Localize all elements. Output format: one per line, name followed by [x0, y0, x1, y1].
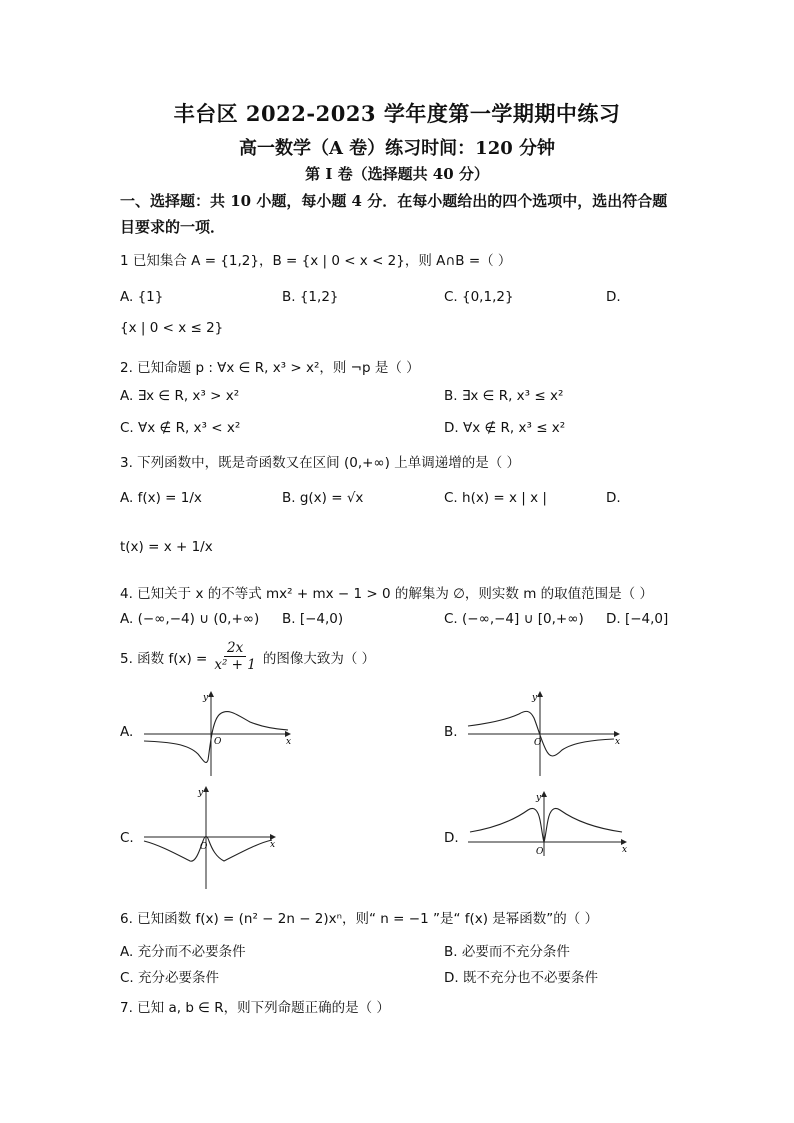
- q5-stem-prefix: 5. 函数 f(x) =: [120, 650, 208, 667]
- q5-numerator: 2x: [224, 640, 246, 657]
- q5-option-a: A.: [120, 724, 134, 740]
- q5b-x-label: x: [615, 737, 621, 747]
- q5d-origin-label: O: [536, 847, 544, 857]
- q6-option-d: D. 既不充分也不必要条件: [444, 970, 598, 986]
- section-heading: 一、选择题：共 10 小题，每小题 4 分．在每小题给出的四个选项中，选出符合题目要求的一项．: [120, 192, 668, 236]
- q2-option-a: A. ∃x ∈ R, x³ > x²: [120, 388, 240, 404]
- q3-option-d-text: t(x) = x + 1/x: [120, 539, 213, 555]
- q6-option-b: B. 必要而不充分条件: [444, 944, 570, 960]
- q3-option-c: C. h(x) = x | x |: [444, 490, 547, 506]
- question-2-stem: 2. 已知命题 p : ∀x ∈ R, x³ > x²，则 ¬p 是（ ）: [120, 360, 420, 376]
- q5a-x-label: x: [286, 737, 292, 747]
- q5-graph-b: [464, 688, 624, 778]
- question-5-stem: [120, 640, 375, 673]
- q5d-y-label: y: [536, 793, 542, 803]
- q1-option-b: B. {1,2}: [282, 289, 339, 305]
- q5-option-c: C.: [120, 830, 134, 846]
- q5c-x-label: x: [270, 840, 276, 850]
- question-7-stem: 7. 已知 a, b ∈ R，则下列命题正确的是（ ）: [120, 1000, 390, 1016]
- q5d-x-label: x: [622, 845, 628, 855]
- q5b-origin-label: O: [534, 738, 542, 748]
- q1-option-c: C. {0,1,2}: [444, 289, 514, 305]
- q5a-origin-label: O: [214, 737, 222, 747]
- q5-option-d: D.: [444, 830, 459, 846]
- q4-option-d: D. [−4,0]: [606, 611, 669, 627]
- part-heading: 第 I 卷（选择题共 40 分）: [305, 165, 489, 183]
- question-4-stem: 4. 已知关于 x 的不等式 mx² + mx − 1 > 0 的解集为 ∅，则实数 m 的取值范围是（ ）: [120, 586, 653, 602]
- q3-option-d: D.: [606, 490, 621, 506]
- q4-option-a: A. (−∞,−4) ∪ (0,+∞): [120, 611, 260, 627]
- q4-option-c: C. (−∞,−4] ∪ [0,+∞): [444, 611, 584, 627]
- q5-graph-c: [140, 783, 280, 893]
- q6-option-a: A. 充分而不必要条件: [120, 944, 246, 960]
- question-6-stem: 6. 已知函数 f(x) = (n² − 2n − 2)xⁿ，则“ n = −1 ”是“ f(x) 是幂函数”的（ ）: [120, 911, 599, 927]
- q5c-y-label: y: [198, 788, 204, 798]
- q5-stem-suffix: 的图像大致为（ ）: [262, 650, 376, 667]
- q5-fraction: [211, 640, 259, 673]
- q1-option-d-text: {x | 0 < x ≤ 2}: [120, 320, 224, 336]
- q6-option-c: C. 充分必要条件: [120, 970, 220, 986]
- exam-title: 丰台区 2022-2023 学年度第一学期期中练习: [173, 101, 621, 126]
- question-1-stem: 1 已知集合 A = {1,2}，B = {x | 0 < x < 2}，则 A∩B =（ ）: [120, 253, 512, 269]
- q2-option-d: D. ∀x ∉ R, x³ ≤ x²: [444, 420, 566, 436]
- exam-subtitle: 高一数学（A 卷）练习时间：120 分钟: [238, 138, 556, 159]
- q5-option-b: B.: [444, 724, 458, 740]
- question-3-stem: 3. 下列函数中，既是奇函数又在区间 (0,+∞) 上单调递增的是（ ）: [120, 455, 521, 471]
- q2-option-b: B. ∃x ∈ R, x³ ≤ x²: [444, 388, 564, 404]
- q3-option-b: B. g(x) = √x: [282, 490, 364, 506]
- q1-option-a: A. {1}: [120, 289, 164, 305]
- q5-denominator: x² + 1: [214, 657, 256, 673]
- q5c-origin-label: O: [200, 842, 208, 852]
- q4-option-b: B. [−4,0): [282, 611, 344, 627]
- q3-option-a: A. f(x) = 1/x: [120, 490, 202, 506]
- q5a-y-label: y: [203, 693, 209, 703]
- q5-graph-d: [464, 788, 634, 858]
- q5-graph-a: [140, 688, 295, 778]
- q2-option-c: C. ∀x ∉ R, x³ < x²: [120, 420, 241, 436]
- q5b-y-label: y: [532, 693, 538, 703]
- q1-option-d: D.: [606, 289, 621, 305]
